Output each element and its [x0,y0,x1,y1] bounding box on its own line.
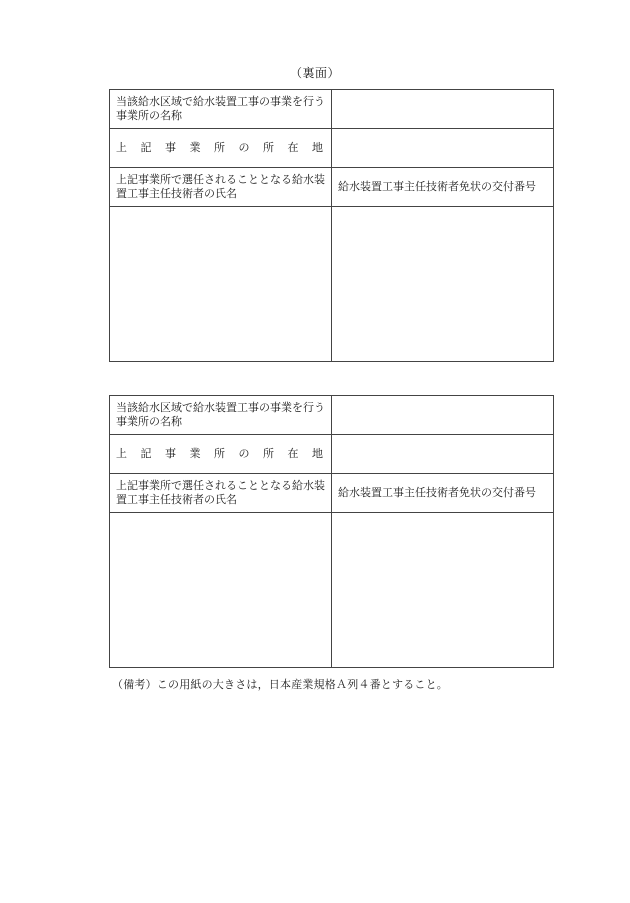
office-name-field[interactable] [332,396,554,435]
address-label-char: 業 [189,141,201,154]
address-label-char: 記 [140,141,152,154]
address-label-char: 事 [165,447,176,460]
address-label-char: 所 [263,141,274,154]
technician-name-field[interactable] [110,207,332,362]
license-number-field[interactable] [332,513,554,668]
license-number-label: 給水装置工事主任技術者免状の交付番号 [332,168,554,207]
address-label-char: 上 [116,447,127,460]
remarks-note: （備考）この用紙の大きさは，日本産業規格Ａ列４番とすること。 [112,678,448,691]
office-form-table-2 [109,395,554,668]
office-address-field[interactable] [332,129,554,168]
office-name-label: 当該給水区域で給水装置工事の事業を行う事業所の名称 [110,90,332,129]
address-label-char: 事 [165,141,176,154]
technician-header-row [110,168,554,207]
technician-entry-row [110,207,554,362]
office-address-label [110,435,332,474]
address-label-char: の [238,141,250,154]
address-label-char: 所 [263,447,274,460]
office-address-row [110,435,554,474]
office-address-label [110,129,332,168]
technician-name-label: 上記事業所で選任されることとなる給水装置工事主任技術者の氏名 [110,168,332,207]
office-name-row [110,90,554,129]
office-form-table-1 [109,89,554,362]
technician-name-field[interactable] [110,513,332,668]
address-label-char: の [238,447,250,460]
license-number-field[interactable] [332,207,554,362]
page-title: （裏面） [289,66,340,80]
address-label-char: 所 [214,141,225,154]
address-label-char: 地 [312,141,323,154]
office-name-label: 当該給水区域で給水装置工事の事業を行う事業所の名称 [110,396,332,435]
office-address-row [110,129,554,168]
technician-header-row [110,474,554,513]
office-address-field[interactable] [332,435,554,474]
office-name-row [110,396,554,435]
technician-name-label: 上記事業所で選任されることとなる給水装置工事主任技術者の氏名 [110,474,332,513]
address-label-char: 在 [287,447,299,460]
address-label-char: 地 [312,447,323,460]
technician-entry-row [110,513,554,668]
address-label-char: 上 [116,141,127,154]
address-label-char: 業 [189,447,201,460]
license-number-label: 給水装置工事主任技術者免状の交付番号 [332,474,554,513]
address-label-char: 所 [214,447,225,460]
address-label-char: 在 [287,141,299,154]
address-label-char: 記 [140,447,152,460]
office-name-field[interactable] [332,90,554,129]
